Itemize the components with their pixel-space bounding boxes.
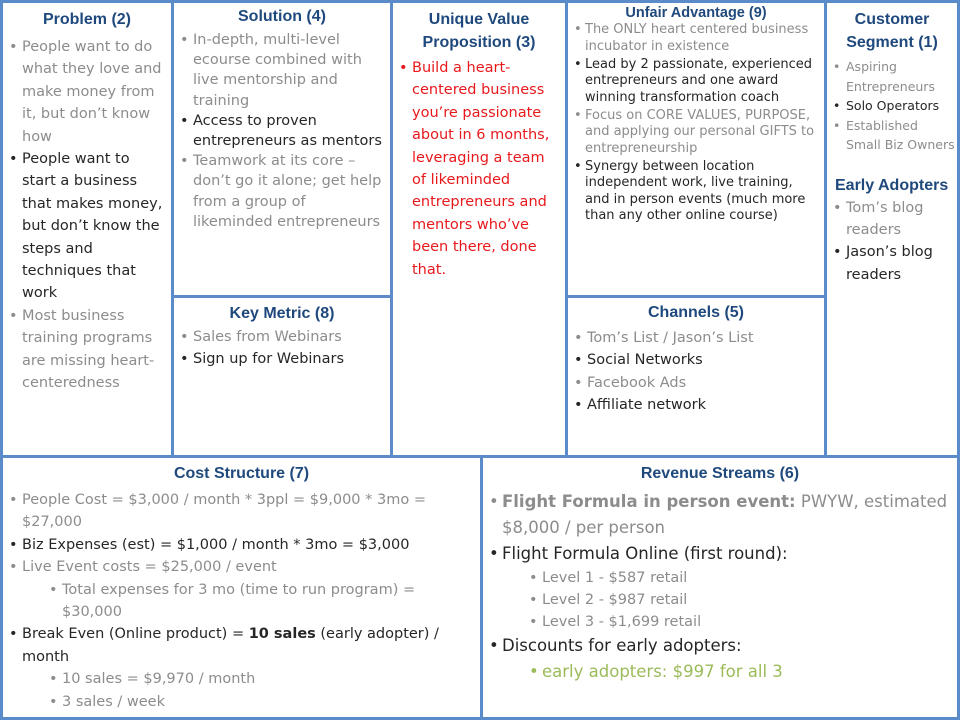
level-item: • Level 3 - $1,699 retail bbox=[529, 611, 949, 633]
customer-segment-list bbox=[833, 57, 955, 155]
ten-sales-item: • 10 sales = $9,970 / month bbox=[49, 668, 472, 690]
problem-item: • People want to do what they love and make money from it, but don’t know how bbox=[9, 36, 167, 148]
solution-box bbox=[171, 0, 393, 298]
break-even-suffix: (early adopter) / month bbox=[22, 626, 439, 665]
key-metric-item: • Sales from Webinars bbox=[180, 326, 386, 348]
problem-box bbox=[0, 0, 174, 458]
revenue-streams-box bbox=[480, 455, 960, 720]
online-item: • Flight Formula Online (first round): bbox=[489, 541, 949, 567]
channels-list bbox=[574, 327, 820, 417]
early-adopters-item: • Jason’s blog readers bbox=[833, 241, 955, 286]
unfair-advantage-list bbox=[574, 22, 820, 225]
uvp-list bbox=[399, 57, 561, 281]
uvp-title: Unique Value Proposition (3) bbox=[422, 11, 536, 51]
early-adopters-list bbox=[833, 197, 955, 287]
revenue-streams-list bbox=[489, 489, 949, 685]
break-even-item bbox=[9, 623, 472, 668]
early-adopters-item: • Tom’s blog readers bbox=[833, 197, 955, 242]
unfair-advantage-item: • The ONLY heart centered business incubator in existence bbox=[574, 22, 820, 55]
cost-structure-title: Cost Structure (7) bbox=[173, 465, 310, 482]
problem-title: Problem (2) bbox=[42, 11, 131, 28]
level-item: • Level 1 - $587 retail bbox=[529, 567, 949, 589]
channels-box bbox=[565, 295, 827, 458]
problem-item: • People want to start a business that makes money, but don’t know the steps and techniques that work bbox=[9, 148, 167, 305]
live-event-cost-item: • Live Event costs = $25,000 / event bbox=[9, 556, 472, 578]
break-even-sales: 10 sales bbox=[248, 626, 316, 643]
customer-segment-box bbox=[824, 0, 960, 458]
break-even-label: Break Even (Online product) = bbox=[22, 626, 249, 643]
solution-title: Solution (4) bbox=[238, 8, 326, 25]
level-item: • Level 2 - $987 retail bbox=[529, 589, 949, 611]
customer-segment-item: • Established Small Biz Owners bbox=[833, 116, 955, 155]
three-sales-item: • 3 sales / week bbox=[49, 691, 472, 713]
total-expenses-item: • Total expenses for 3 mo (time to run program) = $30,000 bbox=[49, 579, 472, 624]
early-offer-item: • early adopters: $997 for all 3 bbox=[529, 659, 949, 685]
key-metric-box bbox=[171, 295, 393, 458]
channels-title: Channels (5) bbox=[647, 304, 744, 321]
unfair-advantage-item: • Synergy between location independent work, live training, and in person events (much more than any other online course) bbox=[574, 159, 820, 225]
key-metric-title: Key Metric (8) bbox=[229, 305, 335, 322]
early-adopters-title: Early Adopters bbox=[835, 176, 949, 194]
biz-expenses-item: • Biz Expenses (est) = $1,000 / month * 3mo = $3,000 bbox=[9, 534, 472, 556]
channels-item: • Affiliate network bbox=[574, 394, 820, 416]
unfair-advantage-box bbox=[565, 0, 827, 298]
unfair-advantage-title: Unfair Advantage (9) bbox=[625, 5, 767, 21]
channels-item: • Facebook Ads bbox=[574, 372, 820, 394]
customer-segment-title: Customer Segment (1) bbox=[846, 11, 938, 51]
in-person-event-label: Flight Formula in person event: bbox=[502, 492, 796, 511]
customer-segment-item: • Solo Operators bbox=[833, 96, 955, 116]
problem-list bbox=[9, 36, 167, 395]
unfair-advantage-item: • Lead by 2 passionate, experienced entrepreneurs and one award winning transformation coach bbox=[574, 57, 820, 107]
channels-item: • Social Networks bbox=[574, 349, 820, 371]
discounts-item: • Discounts for early adopters: bbox=[489, 633, 949, 659]
solution-item: • In-depth, multi-level ecourse combined with live mentorship and training bbox=[180, 30, 386, 111]
revenue-streams-title: Revenue Streams (6) bbox=[640, 465, 800, 482]
customer-segment-item: • Aspiring Entrepreneurs bbox=[833, 57, 955, 96]
solution-list bbox=[180, 30, 386, 232]
uvp-item: • Build a heart-centered business you’re passionate about in 6 months, leveraging a team of likeminded entrepreneurs and mentors who’ve been there, done that. bbox=[399, 57, 561, 281]
problem-item: • Most business training programs are missing heart-centeredness bbox=[9, 305, 167, 395]
key-metric-item: • Sign up for Webinars bbox=[180, 348, 386, 370]
cost-structure-box bbox=[0, 455, 483, 720]
solution-item: • Access to proven entrepreneurs as mentors bbox=[180, 111, 386, 151]
key-metric-list bbox=[180, 326, 386, 370]
solution-item: • Teamwork at its core – don’t go it alone; get help from a group of likeminded entrepreneurs bbox=[180, 151, 386, 232]
channels-item: • Tom’s List / Jason’s List bbox=[574, 327, 820, 349]
in-person-event-item bbox=[489, 489, 949, 541]
in-person-event-detail: PWYW, estimated $8,000 / per person bbox=[502, 492, 948, 537]
people-cost-item: • People Cost = $3,000 / month * 3ppl = $9,000 * 3mo = $27,000 bbox=[9, 489, 472, 534]
unfair-advantage-item: • Focus on CORE VALUES, PURPOSE, and applying our personal GIFTS to entrepreneurship bbox=[574, 108, 820, 158]
cost-structure-list bbox=[9, 489, 472, 713]
uvp-box bbox=[390, 0, 568, 458]
